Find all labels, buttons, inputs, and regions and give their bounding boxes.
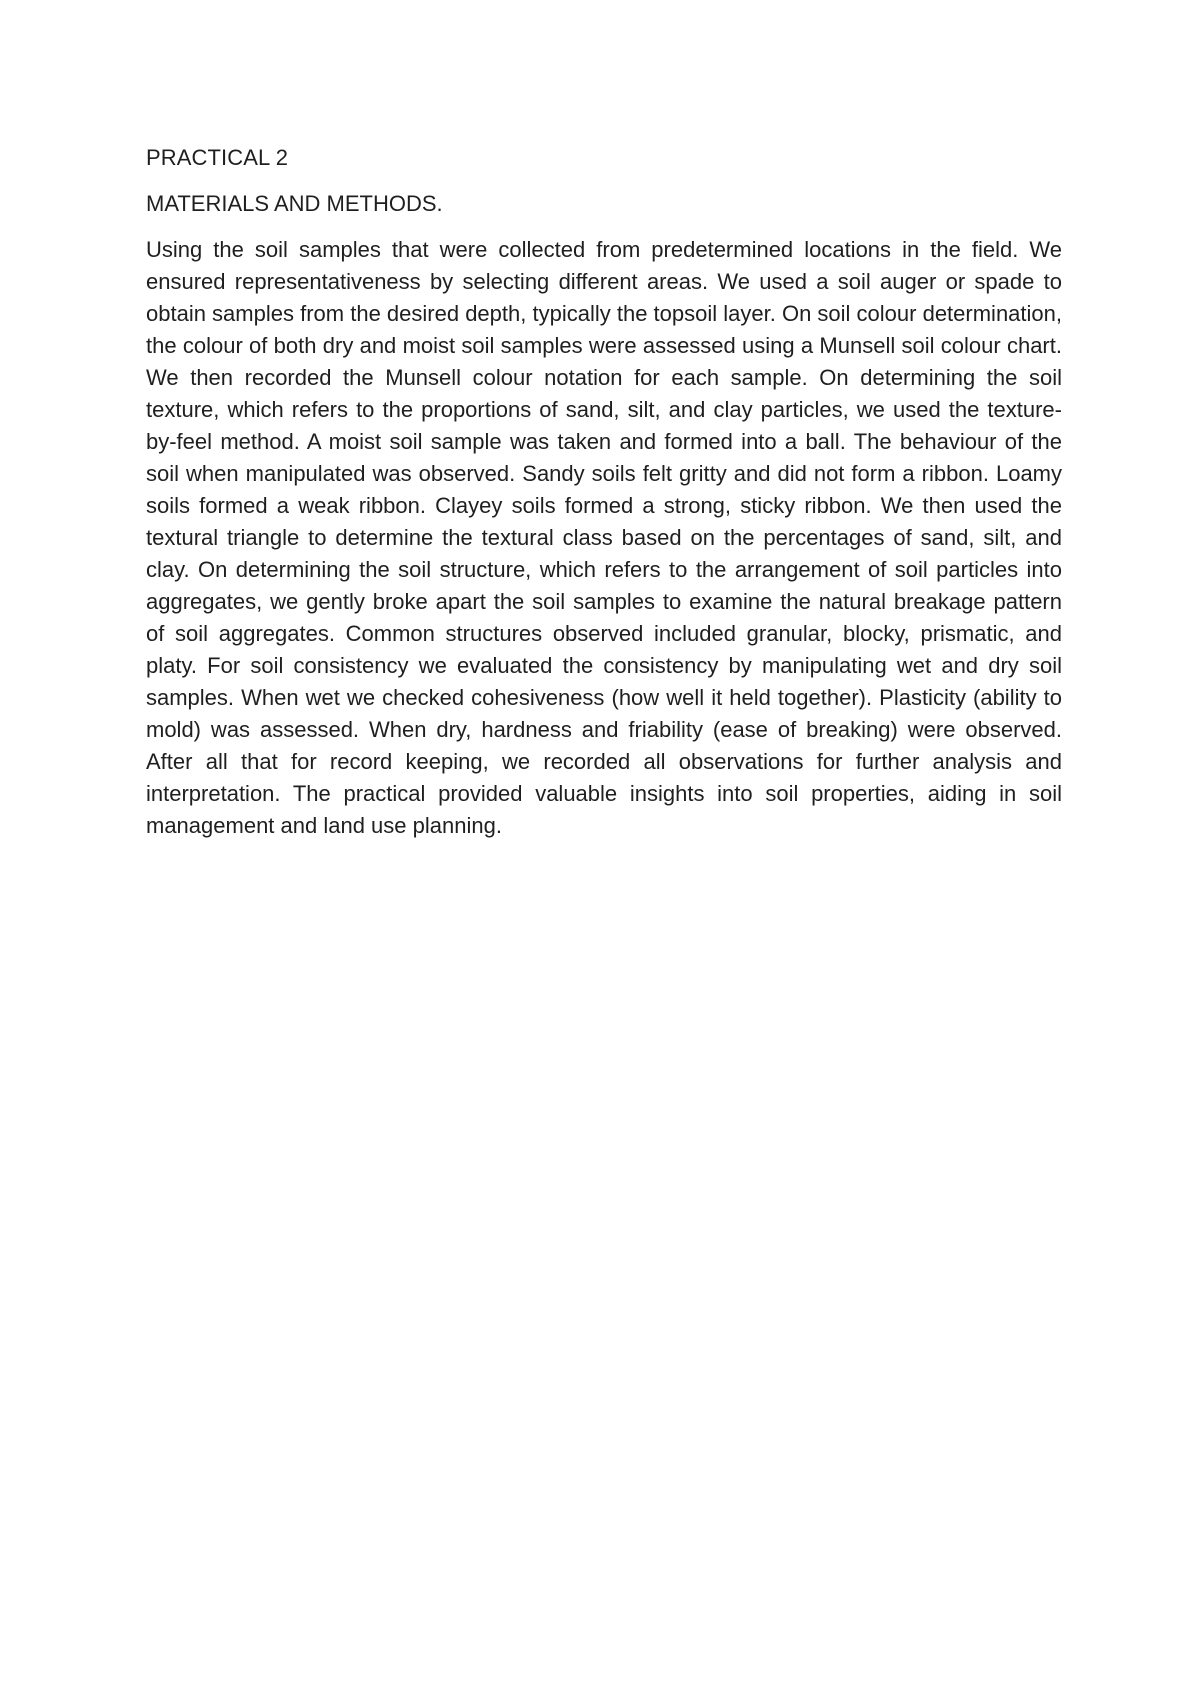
practical-title: PRACTICAL 2 <box>146 145 289 170</box>
body-paragraph: Using the soil samples that were collected from predetermined locations in the field. We ensured representativeness by selecting different areas. We used a soil auger or spade to obtain samples from the desired depth, typically the topsoil layer. On soil colour determination, the colour of both dry and moist soil samples were assessed using a Munsell soil colour chart. We then recorded the Munsell colour notation for each sample. On determining the soil texture, which refers to the proportions of sand, silt, and clay particles, we used the texture-by-feel method. A moist soil sample was taken and formed into a ball. The behaviour of the soil when manipulated was observed. Sandy soils felt gritty and did not form a ribbon. Loamy soils formed a weak ribbon. Clayey soils formed a strong, sticky ribbon. We then used the textural triangle to determine the textural class based on the percentages of sand, silt, and clay. On determining the soil structure, which refers to the arrangement of soil particles into aggregates, we gently broke apart the soil samples to examine the natural breakage pattern of soil aggregates. Common structures observed included granular, blocky, prismatic, and platy. For soil consistency we evaluated the consistency by manipulating wet and dry soil samples. When wet we checked cohesiveness (how well it held together). Plasticity (ability to mold) was assessed. When dry, hardness and friability (ease of breaking) were observed. After all that for record keeping, we recorded all observations for further analysis and interpretation. The practical provided valuable insights into soil properties, aiding in soil management and land use planning. <box>146 237 1062 838</box>
section-heading: MATERIALS AND METHODS. <box>146 191 443 216</box>
document-content <box>146 142 1062 842</box>
